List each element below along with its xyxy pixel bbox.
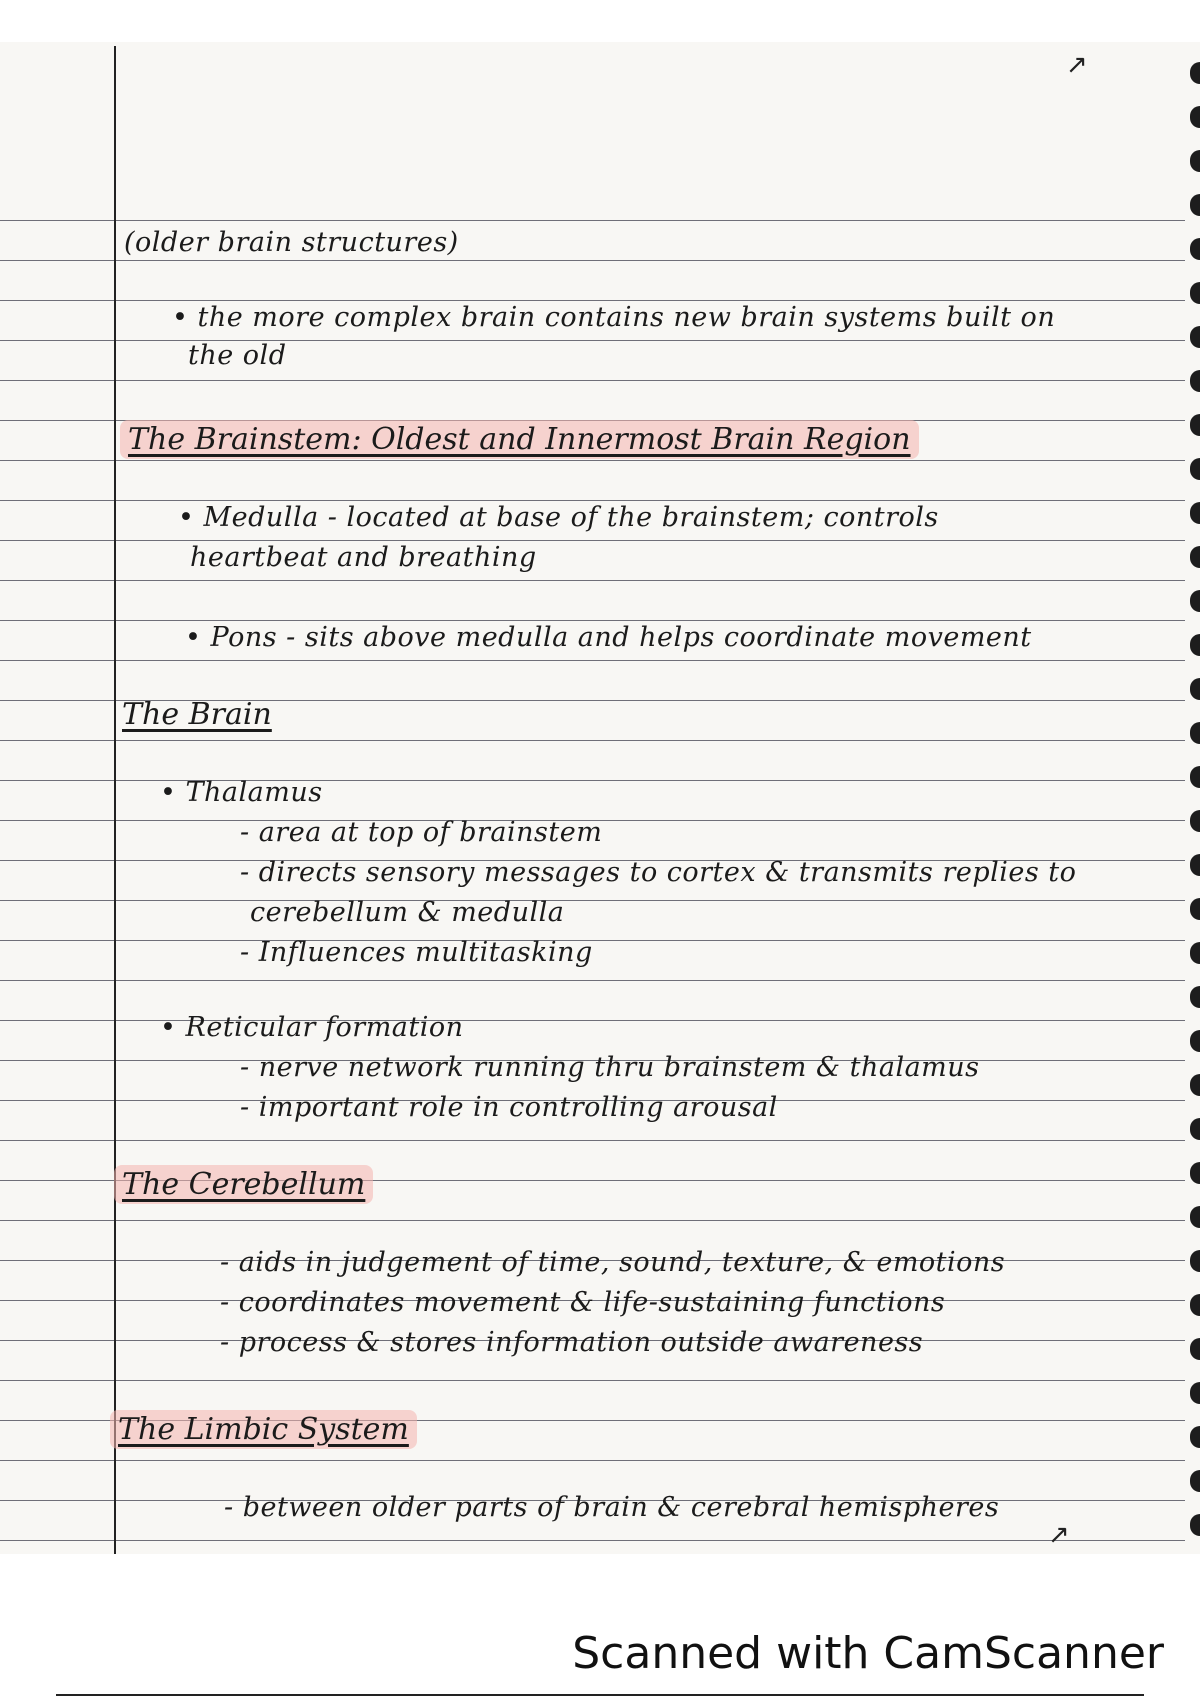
ruled-line <box>0 620 1185 621</box>
heading-the-brain: The Brain <box>122 697 272 732</box>
note-thalamus-directs: - directs sensory messages to cortex & transmits replies to <box>240 857 1077 888</box>
spiral-hole <box>1190 1162 1200 1184</box>
ruled-line <box>0 300 1185 301</box>
spiral-hole <box>1190 194 1200 216</box>
spiral-hole <box>1190 1074 1200 1096</box>
bottom-arrow-mark: ↗ <box>1048 1520 1070 1550</box>
spiral-hole <box>1190 370 1200 392</box>
ruled-line <box>0 1220 1185 1221</box>
ruled-line <box>0 260 1185 261</box>
spiral-hole <box>1190 150 1200 172</box>
spiral-hole <box>1190 106 1200 128</box>
spiral-hole <box>1190 1294 1200 1316</box>
note-thalamus-directs-cont: cerebellum & medulla <box>250 897 565 928</box>
note-cerebellum-process: - process & stores information outside awareness <box>220 1327 924 1358</box>
spiral-hole <box>1190 1426 1200 1448</box>
ruled-line <box>0 1380 1185 1381</box>
spiral-hole <box>1190 282 1200 304</box>
ruled-line <box>0 740 1185 741</box>
spiral-hole <box>1190 898 1200 920</box>
note-limbic-between: - between older parts of brain & cerebral hemispheres <box>224 1492 1000 1523</box>
margin-line <box>114 46 116 1554</box>
note-bullet-complex-brain: • the more complex brain contains new brain systems built on <box>172 302 1056 333</box>
ruled-line <box>0 1140 1185 1141</box>
note-reticular-arousal: - important role in controlling arousal <box>240 1092 778 1123</box>
ruled-line <box>0 980 1185 981</box>
note-medulla: • Medulla - located at base of the brainstem; controls <box>178 502 939 533</box>
note-pons: • Pons - sits above medulla and helps coordinate movement <box>185 622 1032 653</box>
spiral-hole <box>1190 986 1200 1008</box>
camscanner-watermark: Scanned with CamScanner <box>572 1628 1164 1679</box>
spiral-hole <box>1190 634 1200 656</box>
note-cerebellum-coordinates: - coordinates movement & life-sustaining functions <box>220 1287 946 1318</box>
spiral-hole <box>1190 942 1200 964</box>
spiral-hole <box>1190 766 1200 788</box>
spiral-hole <box>1190 458 1200 480</box>
ruled-line <box>0 540 1185 541</box>
spiral-hole <box>1190 238 1200 260</box>
spiral-hole <box>1190 1118 1200 1140</box>
spiral-hole <box>1190 1250 1200 1272</box>
spiral-hole <box>1190 502 1200 524</box>
ruled-line <box>0 460 1185 461</box>
footer-divider <box>56 1694 1144 1696</box>
note-thalamus-area: - area at top of brainstem <box>240 817 603 848</box>
spiral-hole <box>1190 62 1200 84</box>
note-reticular-network: - nerve network running thru brainstem & thalamus <box>240 1052 980 1083</box>
spiral-hole <box>1190 414 1200 436</box>
ruled-line <box>0 220 1185 221</box>
heading-cerebellum: The Cerebellum <box>114 1165 373 1204</box>
spiral-hole <box>1190 1206 1200 1228</box>
spiral-hole <box>1190 1470 1200 1492</box>
heading-brainstem: The Brainstem: Oldest and Innermost Brain Region <box>120 420 919 459</box>
ruled-line <box>0 580 1185 581</box>
spiral-hole <box>1190 326 1200 348</box>
note-thalamus-multitasking: - Influences multitasking <box>240 937 593 968</box>
heading-limbic-system: The Limbic System <box>110 1410 417 1449</box>
ruled-line <box>0 500 1185 501</box>
spiral-hole <box>1190 810 1200 832</box>
note-bullet-complex-brain-cont: the old <box>188 340 287 371</box>
notebook-page <box>0 42 1200 1554</box>
spiral-hole <box>1190 1030 1200 1052</box>
note-reticular-formation: • Reticular formation <box>160 1012 464 1043</box>
ruled-line <box>0 900 1185 901</box>
ruled-line <box>0 380 1185 381</box>
spiral-hole <box>1190 854 1200 876</box>
spiral-hole <box>1190 1514 1200 1536</box>
spiral-hole <box>1190 1338 1200 1360</box>
ruled-line <box>0 1460 1185 1461</box>
spiral-hole <box>1190 590 1200 612</box>
ruled-line <box>0 340 1185 341</box>
spiral-binding <box>1186 62 1200 1542</box>
note-older-structures: (older brain structures) <box>124 227 459 258</box>
spiral-hole <box>1190 678 1200 700</box>
ruled-line <box>0 660 1185 661</box>
spiral-hole <box>1190 1382 1200 1404</box>
note-cerebellum-judgement: - aids in judgement of time, sound, texture, & emotions <box>220 1247 1006 1278</box>
note-thalamus: • Thalamus <box>160 777 323 808</box>
spiral-hole <box>1190 546 1200 568</box>
note-medulla-cont: heartbeat and breathing <box>190 542 537 573</box>
corner-arrow-mark: ↗ <box>1066 50 1088 80</box>
spiral-hole <box>1190 722 1200 744</box>
ruled-line <box>0 1540 1185 1541</box>
